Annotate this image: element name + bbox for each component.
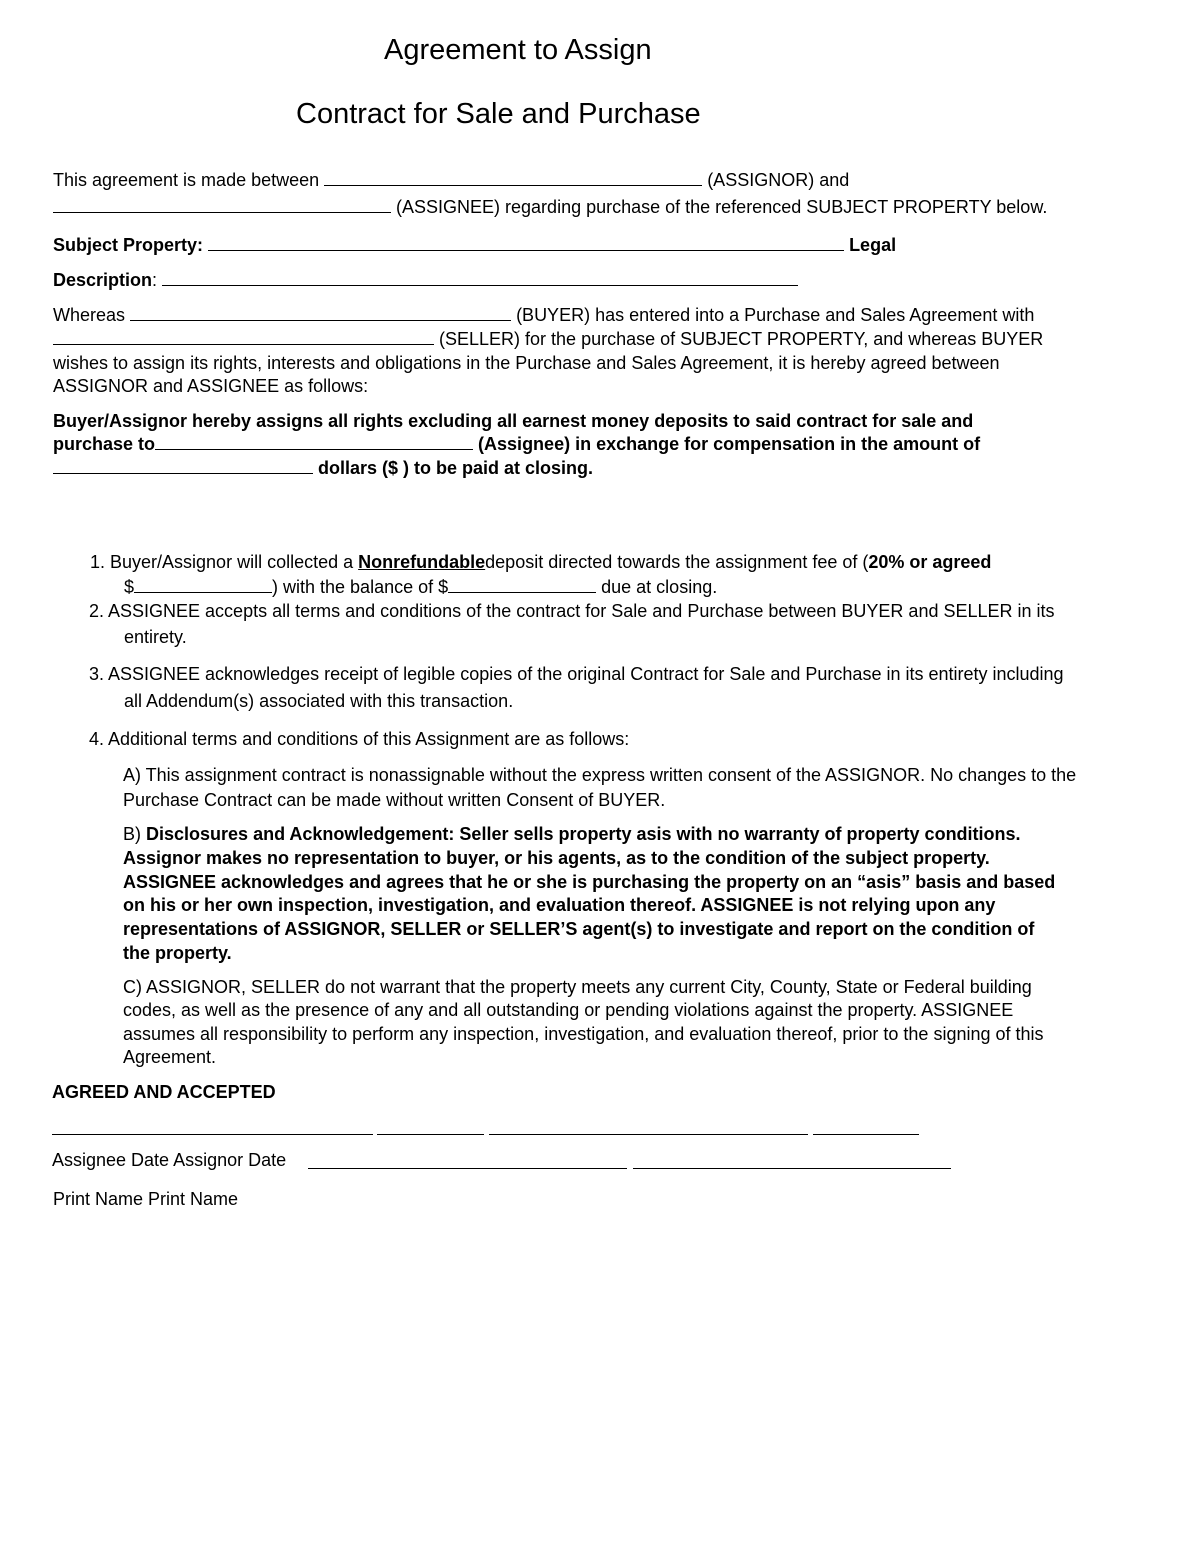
balance-blank[interactable] (448, 576, 596, 593)
dollar-sign: $ (124, 577, 135, 597)
clause-b-line-4: on his or her own inspection, investigation, and evaluation thereof. ASSIGNEE is not relying upon any (123, 895, 996, 915)
seller-text: (SELLER) for the purchase of SUBJECT PROPERTY, and whereas BUYER (439, 329, 1044, 349)
intro-text: This agreement is made between (53, 170, 320, 190)
item-1-line-1 (90, 550, 991, 574)
description-label: Description (53, 270, 153, 290)
clause-c-line-3: assumes all responsibility to perform any inspection, investigation, and evaluation thereof, prior to the signing of this (123, 1024, 1044, 1044)
item-4: 4. Additional terms and conditions of this Assignment are as follows: (89, 729, 630, 749)
intro-line-2 (53, 195, 1047, 219)
whereas-text: Whereas (53, 305, 126, 325)
assign-clause-text-2: (Assignee) in exchange for compensation in the amount of (478, 434, 981, 454)
description-blank[interactable] (162, 269, 798, 286)
assignee-date-line[interactable] (377, 1134, 484, 1135)
item-1-due-text: due at closing. (601, 577, 718, 597)
nonrefundable-label: Nonrefundable (358, 552, 486, 572)
item-1-text: 1. Buyer/Assignor will collected a (90, 552, 354, 572)
buyer-name-blank[interactable] (130, 304, 511, 321)
clause-b-line-3: ASSIGNEE acknowledges and agrees that he or she is purchasing the property on an “asis” basis and based (123, 872, 1056, 892)
item-2-line-1: 2. ASSIGNEE accepts all terms and conditions of the contract for Sale and Purchase between BUYER and SELLER in its (89, 601, 1055, 621)
assignor-signature-line[interactable] (489, 1134, 808, 1135)
description-line (53, 268, 798, 292)
assign-clause-line-3 (53, 456, 593, 480)
subject-property-blank[interactable] (208, 234, 844, 251)
clause-b-line-5: representations of ASSIGNOR, SELLER or SELLER’S agent(s) to investigate and report on the condition of (123, 919, 1035, 939)
intro-line-1 (53, 168, 849, 192)
whereas-line-1 (53, 303, 1034, 327)
clause-b-line-1 (123, 822, 1021, 846)
clause-a-line-1: A) This assignment contract is nonassignable without the express written consent of the ASSIGNOR. No changes to the (123, 765, 1077, 785)
assignee-print-name-line[interactable] (308, 1168, 627, 1169)
assignee-blank[interactable] (155, 433, 473, 450)
clause-c-line-2: codes, as well as the presence of any and all outstanding or pending violations against the property. ASSIGNEE (123, 1000, 1014, 1020)
signature-labels: Assignee Date Assignor Date (52, 1150, 287, 1170)
document-subtitle: Contract for Sale and Purchase (296, 98, 701, 130)
assign-clause-text: purchase to (53, 434, 156, 454)
assignee-signature-line[interactable] (52, 1134, 373, 1135)
assign-clause-line-1: Buyer/Assignor hereby assigns all rights excluding all earnest money deposits to said contract for sale and (53, 411, 974, 431)
assign-clause-line-2 (53, 432, 980, 456)
buyer-text: (BUYER) has entered into a Purchase and Sales Agreement with (516, 305, 1035, 325)
assign-clause-text-3: dollars ($ ) to be paid at closing. (318, 458, 594, 478)
assignee-label: (ASSIGNEE) regarding purchase of the referenced SUBJECT PROPERTY below. (396, 197, 1048, 217)
seller-name-blank[interactable] (53, 328, 434, 345)
item-1-percent: 20% or agreed (868, 552, 992, 572)
assignor-print-name-line[interactable] (633, 1168, 951, 1169)
whereas-line-3: wishes to assign its rights, interests and obligations in the Purchase and Sales Agreement, it is hereby agreed between (53, 353, 1000, 373)
subject-property-label: Subject Property: (53, 235, 204, 255)
assignor-label: (ASSIGNOR) and (707, 170, 850, 190)
print-name-labels: Print Name Print Name (53, 1189, 239, 1209)
item-1-balance-text: ) with the balance of $ (272, 577, 449, 597)
item-3-line-2: all Addendum(s) associated with this transaction. (124, 691, 514, 711)
clause-a-line-2: Purchase Contract can be made without written Consent of BUYER. (123, 790, 666, 810)
agreed-heading: AGREED AND ACCEPTED (52, 1082, 276, 1102)
document-title: Agreement to Assign (384, 34, 652, 66)
item-2-line-2: entirety. (124, 627, 187, 647)
item-1-line-2 (124, 575, 717, 599)
clause-c-line-1: C) ASSIGNOR, SELLER do not warrant that the property meets any current City, County, State or Federal building (123, 977, 1032, 997)
clause-b-line-6: the property. (123, 943, 232, 963)
description-colon: : (152, 270, 158, 290)
assignor-name-blank[interactable] (324, 169, 702, 186)
item-1-text-b: deposit directed towards the assignment fee of ( (485, 552, 869, 572)
assignee-name-blank[interactable] (53, 196, 391, 213)
compensation-blank[interactable] (53, 457, 313, 474)
item-3-line-1: 3. ASSIGNEE acknowledges receipt of legible copies of the original Contract for Sale and Purchase in its entirety including (89, 664, 1064, 684)
whereas-line-2 (53, 327, 1043, 351)
assignor-date-line[interactable] (813, 1134, 919, 1135)
legal-label: Legal (849, 235, 897, 255)
assignment-fee-blank[interactable] (134, 576, 272, 593)
subject-property-line (53, 233, 896, 257)
whereas-line-4: ASSIGNOR and ASSIGNEE as follows: (53, 376, 369, 396)
clause-b-prefix: B) (123, 824, 141, 844)
clause-c-line-4: Agreement. (123, 1047, 217, 1067)
clause-b-line-2: Assignor makes no representation to buyer, or his agents, as to the condition of the subject property. (123, 848, 990, 868)
clause-b-text: Disclosures and Acknowledgement: Seller sells property asis with no warranty of property conditions. (146, 824, 1021, 844)
